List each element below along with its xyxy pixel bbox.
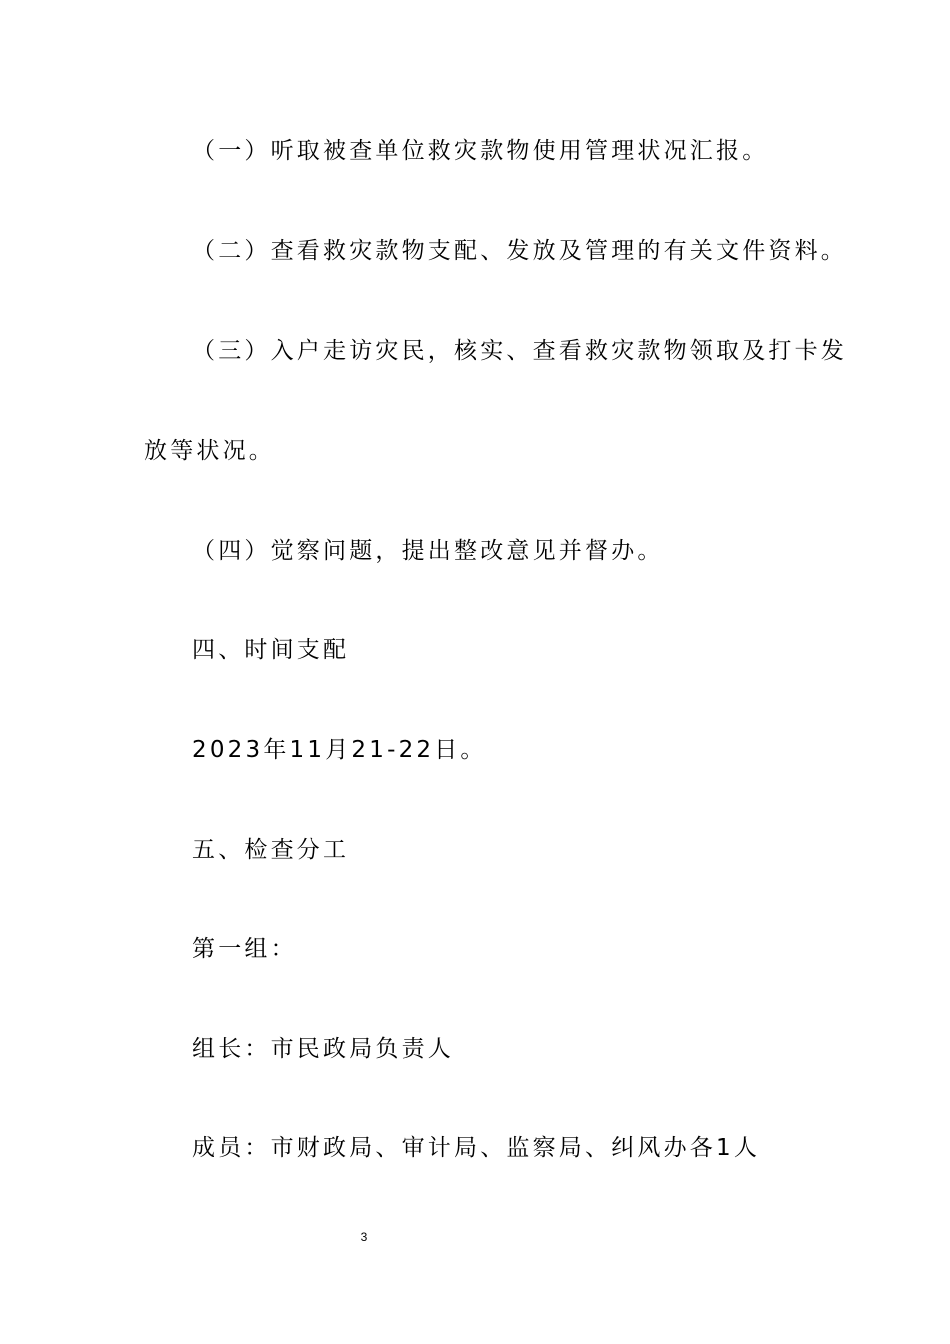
paragraph-item-3: （三）入户走访灾民，核实、查看救灾款物领取及打卡发	[192, 338, 847, 364]
paragraph-item-3-continued: 放等状况。	[144, 438, 275, 464]
section-heading-division: 五、检查分工	[192, 837, 350, 863]
schedule-date: 2023年11月21-22日。	[192, 737, 487, 763]
group-one-label: 第一组：	[192, 936, 297, 962]
section-heading-time: 四、时间支配	[192, 637, 350, 663]
paragraph-item-2: （二）查看救灾款物支配、发放及管理的有关文件资料。	[192, 238, 847, 264]
paragraph-item-1: （一）听取被查单位救灾款物使用管理状况汇报。	[192, 138, 769, 164]
paragraph-item-4: （四）觉察问题，提出整改意见并督办。	[192, 538, 664, 564]
group-leader-line: 组长：市民政局负责人	[192, 1036, 454, 1062]
group-members-line: 成员：市财政局、审计局、监察局、纠风办各1人	[192, 1135, 761, 1161]
page-number: 3	[360, 1230, 368, 1244]
